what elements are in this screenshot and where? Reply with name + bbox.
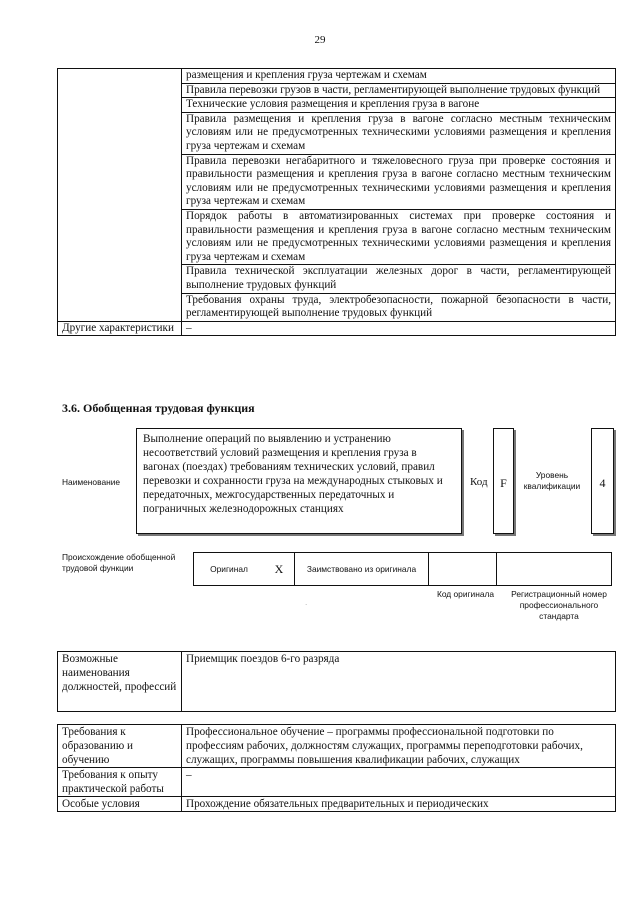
table-cell: Технические условия размещения и крепления груза в вагоне bbox=[182, 98, 616, 113]
code-label: Код bbox=[470, 476, 488, 488]
positions-label: Возможные наименования должностей, профессий bbox=[58, 652, 182, 712]
reg-number-label: Регистрационный номер профессионального стандарта bbox=[511, 589, 607, 621]
function-name-value: Выполнение операций по выявлению и устранению несоответствий условий размещения и крепления груза в вагонах (поездах) требованиям технических условий, правил перевозки и сохранности груза на международных стыковых и передаточных, межгосударственных передаточных и пограничных железнодорожных станциях bbox=[143, 433, 443, 515]
other-characteristics-label: Другие характеристики bbox=[58, 321, 182, 336]
education-label: Требования к образованию и обучению bbox=[58, 725, 182, 768]
origin-table bbox=[193, 552, 612, 586]
other-characteristics-value: – bbox=[182, 321, 616, 336]
special-conditions-value: Прохождение обязательных предварительных и периодических bbox=[182, 797, 616, 812]
experience-value: – bbox=[182, 768, 616, 797]
scan-mark: ´ bbox=[305, 603, 308, 611]
table-cell: Правила перевозки грузов в части, регламентирующей выполнение трудовых функций bbox=[182, 83, 616, 98]
special-conditions-label: Особые условия bbox=[58, 797, 182, 812]
knowledge-table bbox=[57, 68, 616, 336]
experience-label: Требования к опыту практической работы bbox=[58, 768, 182, 797]
qualification-level-label: Уровень квалификации bbox=[523, 470, 581, 491]
table-label-cell bbox=[58, 69, 182, 322]
positions-value: Приемщик поездов 6-го разряда bbox=[182, 652, 616, 712]
qualification-level-box: 4 bbox=[591, 428, 614, 534]
education-value: Профессиональное обучение – программы профессиональной подготовки по профессиям рабочих, должностям служащих, программы переподготовки рабочих, служащих, программы повышения квалификации рабочих, служащих bbox=[182, 725, 616, 768]
page-number: 29 bbox=[314, 34, 326, 46]
code-box: F bbox=[493, 428, 514, 534]
table-cell: Порядок работы в автоматизированных системах при проверке состояния и правильности размещения и крепления груза в вагоне согласно местным техническим условиям или не предусмотренных техническими условиями размещения и крепления груза чертежам и схемам bbox=[182, 209, 616, 264]
original-label: Оригинал bbox=[194, 553, 265, 586]
origin-label: Происхождение обобщенной трудовой функции bbox=[62, 552, 176, 573]
section-heading: 3.6. Обобщенная трудовая функция bbox=[62, 401, 255, 415]
reg-number-cell bbox=[497, 553, 612, 586]
positions-table bbox=[57, 651, 616, 712]
table-cell: Правила размещения и крепления груза в вагоне согласно местным техническим условиям или не предусмотренных техническими условиями размещения и крепления груза чертежам и схемам bbox=[182, 112, 616, 154]
original-mark: X bbox=[264, 553, 295, 586]
table-cell: размещения и крепления груза чертежам и схемам bbox=[182, 69, 616, 84]
original-code-label: Код оригинала bbox=[436, 589, 495, 599]
function-name-label: Наименование bbox=[62, 477, 121, 487]
original-code-cell bbox=[429, 553, 497, 586]
requirements-table bbox=[57, 724, 616, 812]
borrowed-label: Заимствовано из оригинала bbox=[295, 553, 429, 586]
table-cell: Правила технической эксплуатации железных дорог в части, регламентирующей выполнение трудовых функций bbox=[182, 265, 616, 293]
function-name-box bbox=[136, 428, 462, 534]
table-cell: Требования охраны труда, электробезопасности, пожарной безопасности в части, регламентирующей выполнение трудовых функций bbox=[182, 293, 616, 321]
table-cell: Правила перевозки негабаритного и тяжеловесного груза при проверке состояния и правильности размещения и крепления груза в вагоне согласно местным техническим условиям или не предусмотренных техническими условиями размещения и крепления груза чертежам и схемам bbox=[182, 154, 616, 209]
